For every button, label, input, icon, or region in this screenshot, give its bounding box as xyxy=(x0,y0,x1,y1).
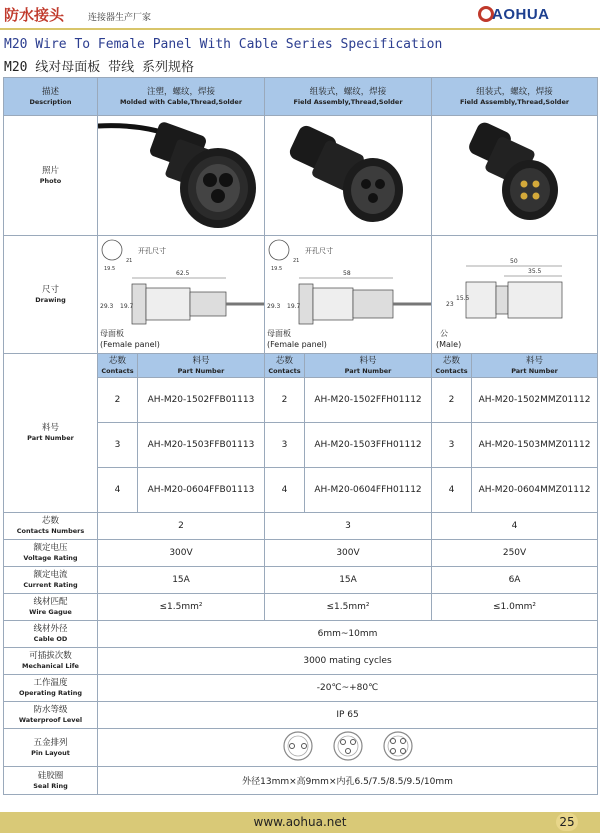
svg-text:15.5: 15.5 xyxy=(456,295,470,302)
table-row: 3 AH-M20-1503FFB01113 3 AH-M20-1503FFH01112 3 AH-M20-1503MMZ01112 xyxy=(4,423,598,468)
svg-text:23: 23 xyxy=(446,301,454,308)
drawing-2-note: 开孔尺寸 xyxy=(305,247,333,255)
photo-row xyxy=(4,116,598,236)
table-row: 4 AH-M20-0604FFB01113 4 AH-M20-0604FFH01112 4 AH-M20-0604MMZ01112 xyxy=(4,468,598,513)
part-number: AH-M20-1503MMZ01112 xyxy=(472,423,598,468)
pin-layout-2-icon xyxy=(284,732,312,760)
part-number: AH-M20-0604MMZ01112 xyxy=(472,468,598,513)
seal-ring-value: 外径13mm×高9mm×内孔6.5/7.5/8.5/9.5/10mm xyxy=(98,767,598,795)
contacts-header-2: 芯数 Contacts xyxy=(265,354,305,378)
drawing-3 xyxy=(432,236,598,354)
part-number: AH-M20-0604FFB01113 xyxy=(138,468,265,513)
part-number: AH-M20-0604FFH01112 xyxy=(305,468,432,513)
contacts-header-1: 芯数 Contacts xyxy=(98,354,138,378)
drawing-1-caption-en: (Female panel) xyxy=(100,340,160,349)
current-rating-row: 额定电流 Current Rating 15A 15A 6A xyxy=(4,567,598,594)
drawing-2-caption-cn: 母面板 xyxy=(267,329,291,338)
drawing-row xyxy=(4,236,598,354)
part-number: AH-M20-1503FFB01113 xyxy=(138,423,265,468)
svg-text:62.5: 62.5 xyxy=(176,270,190,277)
header-col-1: 注塑，螺纹，焊接 Molded with Cable,Thread,Solder xyxy=(98,78,265,116)
photo-label: 照片 Photo xyxy=(4,116,98,236)
table-header-row xyxy=(4,78,598,116)
photo-field-assembly-female xyxy=(265,116,432,236)
contacts-header-3: 芯数 Contacts xyxy=(432,354,472,378)
wire-gauge-row: 线材匹配 Wire Gague ≤1.5mm² ≤1.5mm² ≤1.0mm² xyxy=(4,594,598,621)
voltage-rating-row: 额定电压 Voltage Rating 300V 300V 250V xyxy=(4,540,598,567)
header-col-3: 组装式，螺纹，焊接 Field Assembly,Thread,Solder xyxy=(432,78,598,116)
part-header-2: 料号 Part Number xyxy=(305,354,432,378)
svg-text:19.7: 19.7 xyxy=(287,303,301,310)
part-number: AH-M20-1502MMZ01112 xyxy=(472,378,598,423)
header-col-2: 组装式，螺纹，焊接 Field Assembly,Thread,Solder xyxy=(265,78,432,116)
part-number-label: 料号 Part Number xyxy=(4,354,98,513)
svg-text:29.3: 29.3 xyxy=(100,303,114,310)
brand-title: 防水接头 xyxy=(4,6,65,24)
svg-text:21: 21 xyxy=(126,258,133,264)
svg-text:19.7: 19.7 xyxy=(120,303,134,310)
operating-temperature-row: 工作温度 Operating Rating -20℃~+80℃ xyxy=(4,675,598,702)
part-header-3: 料号 Part Number xyxy=(472,354,598,378)
part-subheader-row xyxy=(4,354,598,378)
brand-subtitle: 连接器生产厂家 xyxy=(88,13,152,23)
drawing-2 xyxy=(265,236,432,354)
part-header-1: 料号 Part Number xyxy=(138,354,265,378)
drawing-1-caption-cn: 母面板 xyxy=(100,329,124,338)
title-chinese: M20 线对母面板 带线 系列规格 xyxy=(4,60,194,75)
drawing-1 xyxy=(98,236,265,354)
pin-layout-3-icon xyxy=(334,732,362,760)
svg-text:58: 58 xyxy=(343,270,351,277)
waterproof-level-row: 防水等级 Waterproof Level IP 65 xyxy=(4,702,598,729)
title-english: M20 Wire To Female Panel With Cable Series Specification xyxy=(4,37,443,52)
pin-layout-diagrams xyxy=(98,729,598,767)
part-number: AH-M20-1503FFH01112 xyxy=(305,423,432,468)
logo-text: AOHUA xyxy=(492,5,550,23)
drawing-1-note: 开孔尺寸 xyxy=(138,247,166,255)
company-logo xyxy=(478,4,550,24)
pin-layout-row: 五金排列 Pin Layout xyxy=(4,729,598,767)
website-url: www.aohua.net xyxy=(253,815,347,829)
drawing-2-caption-en: (Female panel) xyxy=(267,340,327,349)
svg-text:19.5: 19.5 xyxy=(271,266,283,272)
table-row: 2 AH-M20-1502FFB01113 2 AH-M20-1502FFH01112 2 AH-M20-1502MMZ01112 xyxy=(4,378,598,423)
svg-text:29.3: 29.3 xyxy=(267,303,281,310)
header-divider xyxy=(0,28,600,30)
svg-text:21: 21 xyxy=(293,258,300,264)
mechanical-life-row: 可插拔次数 Mechanical Life 3000 mating cycles xyxy=(4,648,598,675)
spec-table xyxy=(3,77,598,795)
cable-od-row: 线材外径 Cable OD 6mm~10mm xyxy=(4,621,598,648)
drawing-3-caption-cn: 公 xyxy=(440,329,449,338)
svg-text:19.5: 19.5 xyxy=(104,266,116,272)
svg-text:50: 50 xyxy=(510,258,518,265)
part-number: AH-M20-1502FFH01112 xyxy=(305,378,432,423)
photo-molded-cable xyxy=(98,116,265,236)
drawing-3-caption-en: (Male) xyxy=(436,340,462,349)
contacts-number-row: 芯数 Contacts Numbers 2 3 4 xyxy=(4,513,598,540)
header-description: 描述 Description xyxy=(4,78,98,116)
seal-ring-row: 硅胶圈 Seal Ring 外径13mm×高9mm×内孔6.5/7.5/8.5/9.5/10mm xyxy=(4,767,598,795)
part-number: AH-M20-1502FFB01113 xyxy=(138,378,265,423)
page-footer xyxy=(0,812,600,833)
drawing-label: 尺寸 Drawing xyxy=(4,236,98,354)
page-number: 25 xyxy=(556,813,578,831)
svg-text:35.5: 35.5 xyxy=(528,268,542,275)
photo-field-assembly-male xyxy=(432,116,598,236)
page-header xyxy=(0,0,600,34)
pin-layout-4-icon xyxy=(384,732,412,760)
